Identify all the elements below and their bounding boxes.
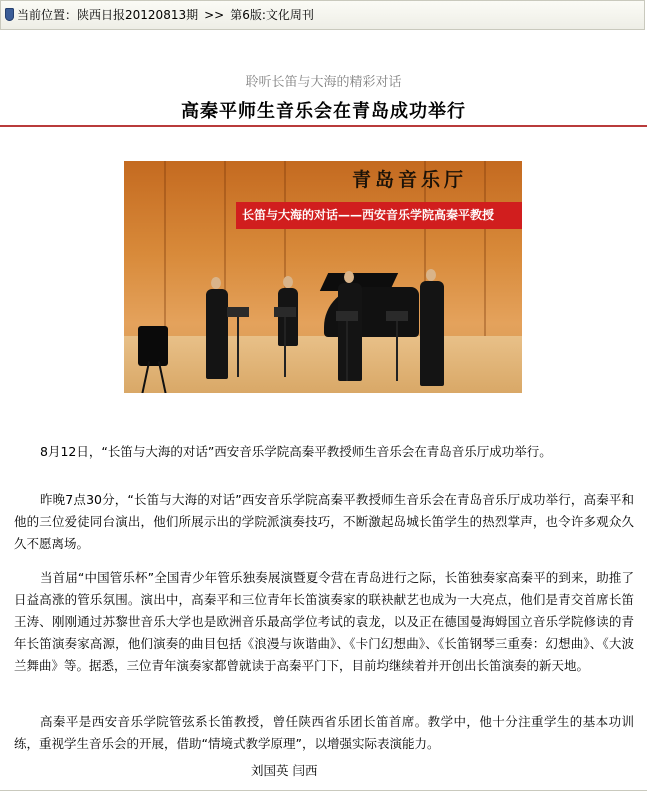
location-pin-icon: [5, 8, 14, 21]
concert-photo: [124, 161, 522, 393]
photo-performer-4: [420, 281, 444, 386]
article-paragraph-3: 高秦平是西安音乐学院管弦系长笛教授，曾任陕西省乐团长笛首席。教学中，他十分注重学生的基本功训练，重视学生音乐会的开展，借助“情境式教学原理”，以增强实际表演能力。: [14, 714, 634, 751]
breadcrumb-page-link[interactable]: 第6版:文化周刊: [230, 8, 314, 22]
photo-music-stand-pole: [396, 321, 398, 381]
photo-banner: 长笛与大海的对话——西安音乐学院高秦平教授: [236, 202, 522, 229]
bottom-divider: [0, 790, 647, 791]
article-subtitle: 聆听长笛与大海的精彩对话: [245, 75, 402, 90]
article-lead: 8月12日，“长笛与大海的对话”西安音乐学院高秦平教授师生音乐会在青岛音乐厅成功举行。: [40, 444, 552, 459]
breadcrumb-issue-link[interactable]: 陕西日报20120813期: [77, 8, 199, 22]
article-paragraph-2: 当首届“中国管乐杯”全国青少年管乐独奏展演暨夏令营在青岛进行之际，长笛独奏家高秦平的到来，助推了日益高涨的管乐氛围。演出中，高秦平和三位青年长笛演奏家的联袂献艺也成为一大亮点，他们是青交首席长笛王涛、刚刚通过苏黎世音乐大学也是欧洲音乐最高学位考试的袁龙，以及正在德国曼海姆国立音乐学院修读的青年长笛演奏家高源，他们演奏的曲目包括《浪漫与诙谐曲》、《卡门幻想曲》、《长笛钢琴三重奏：幻想曲》、《大波兰舞曲》等。据悉，三位青年演奏家都曾就读于高秦平门下，目前均继续着并开创出长笛演奏的新天地。: [14, 570, 634, 673]
photo-music-stand: [336, 311, 358, 321]
photo-performer-3: [338, 283, 362, 381]
photo-hall-sign: 青岛音乐厅: [352, 169, 468, 191]
article-title: 高秦平师生音乐会在青岛成功举行: [181, 101, 466, 122]
breadcrumb-separator: >>: [204, 8, 225, 22]
photo-stage-floor: [124, 336, 522, 393]
photo-music-stand: [386, 311, 408, 321]
breadcrumb-location-label: 当前位置：: [17, 8, 78, 22]
photo-music-stand-pole: [284, 317, 286, 377]
photo-performer-head: [426, 269, 436, 281]
article-paragraph-1: 昨晚7点30分，“长笛与大海的对话”西安音乐学院高秦平教授师生音乐会在青岛音乐厅成功举行，高秦平和他的三位爱徒同台演出，他们所展示出的学院派演奏技巧，不断激起岛城长笛学生的热烈掌声，也令许多观众久久不愿离场。: [14, 492, 634, 551]
photo-performer-head: [211, 277, 221, 289]
photo-performer-1: [206, 289, 228, 379]
photo-music-stand: [227, 307, 249, 317]
photo-wall-panel: [164, 161, 166, 336]
breadcrumb: [17, 1, 314, 29]
photo-performer-head: [344, 271, 354, 283]
breadcrumb-bar: [0, 0, 645, 30]
photo-music-stand-pole: [346, 321, 348, 381]
article-author: 刘国英 闫西: [251, 763, 318, 778]
photo-camera: [138, 326, 168, 366]
photo-music-stand-pole: [237, 317, 239, 377]
title-divider: [0, 125, 647, 127]
photo-music-stand: [274, 307, 296, 317]
photo-performer-head: [283, 276, 293, 288]
photo-performer-2: [278, 288, 298, 346]
